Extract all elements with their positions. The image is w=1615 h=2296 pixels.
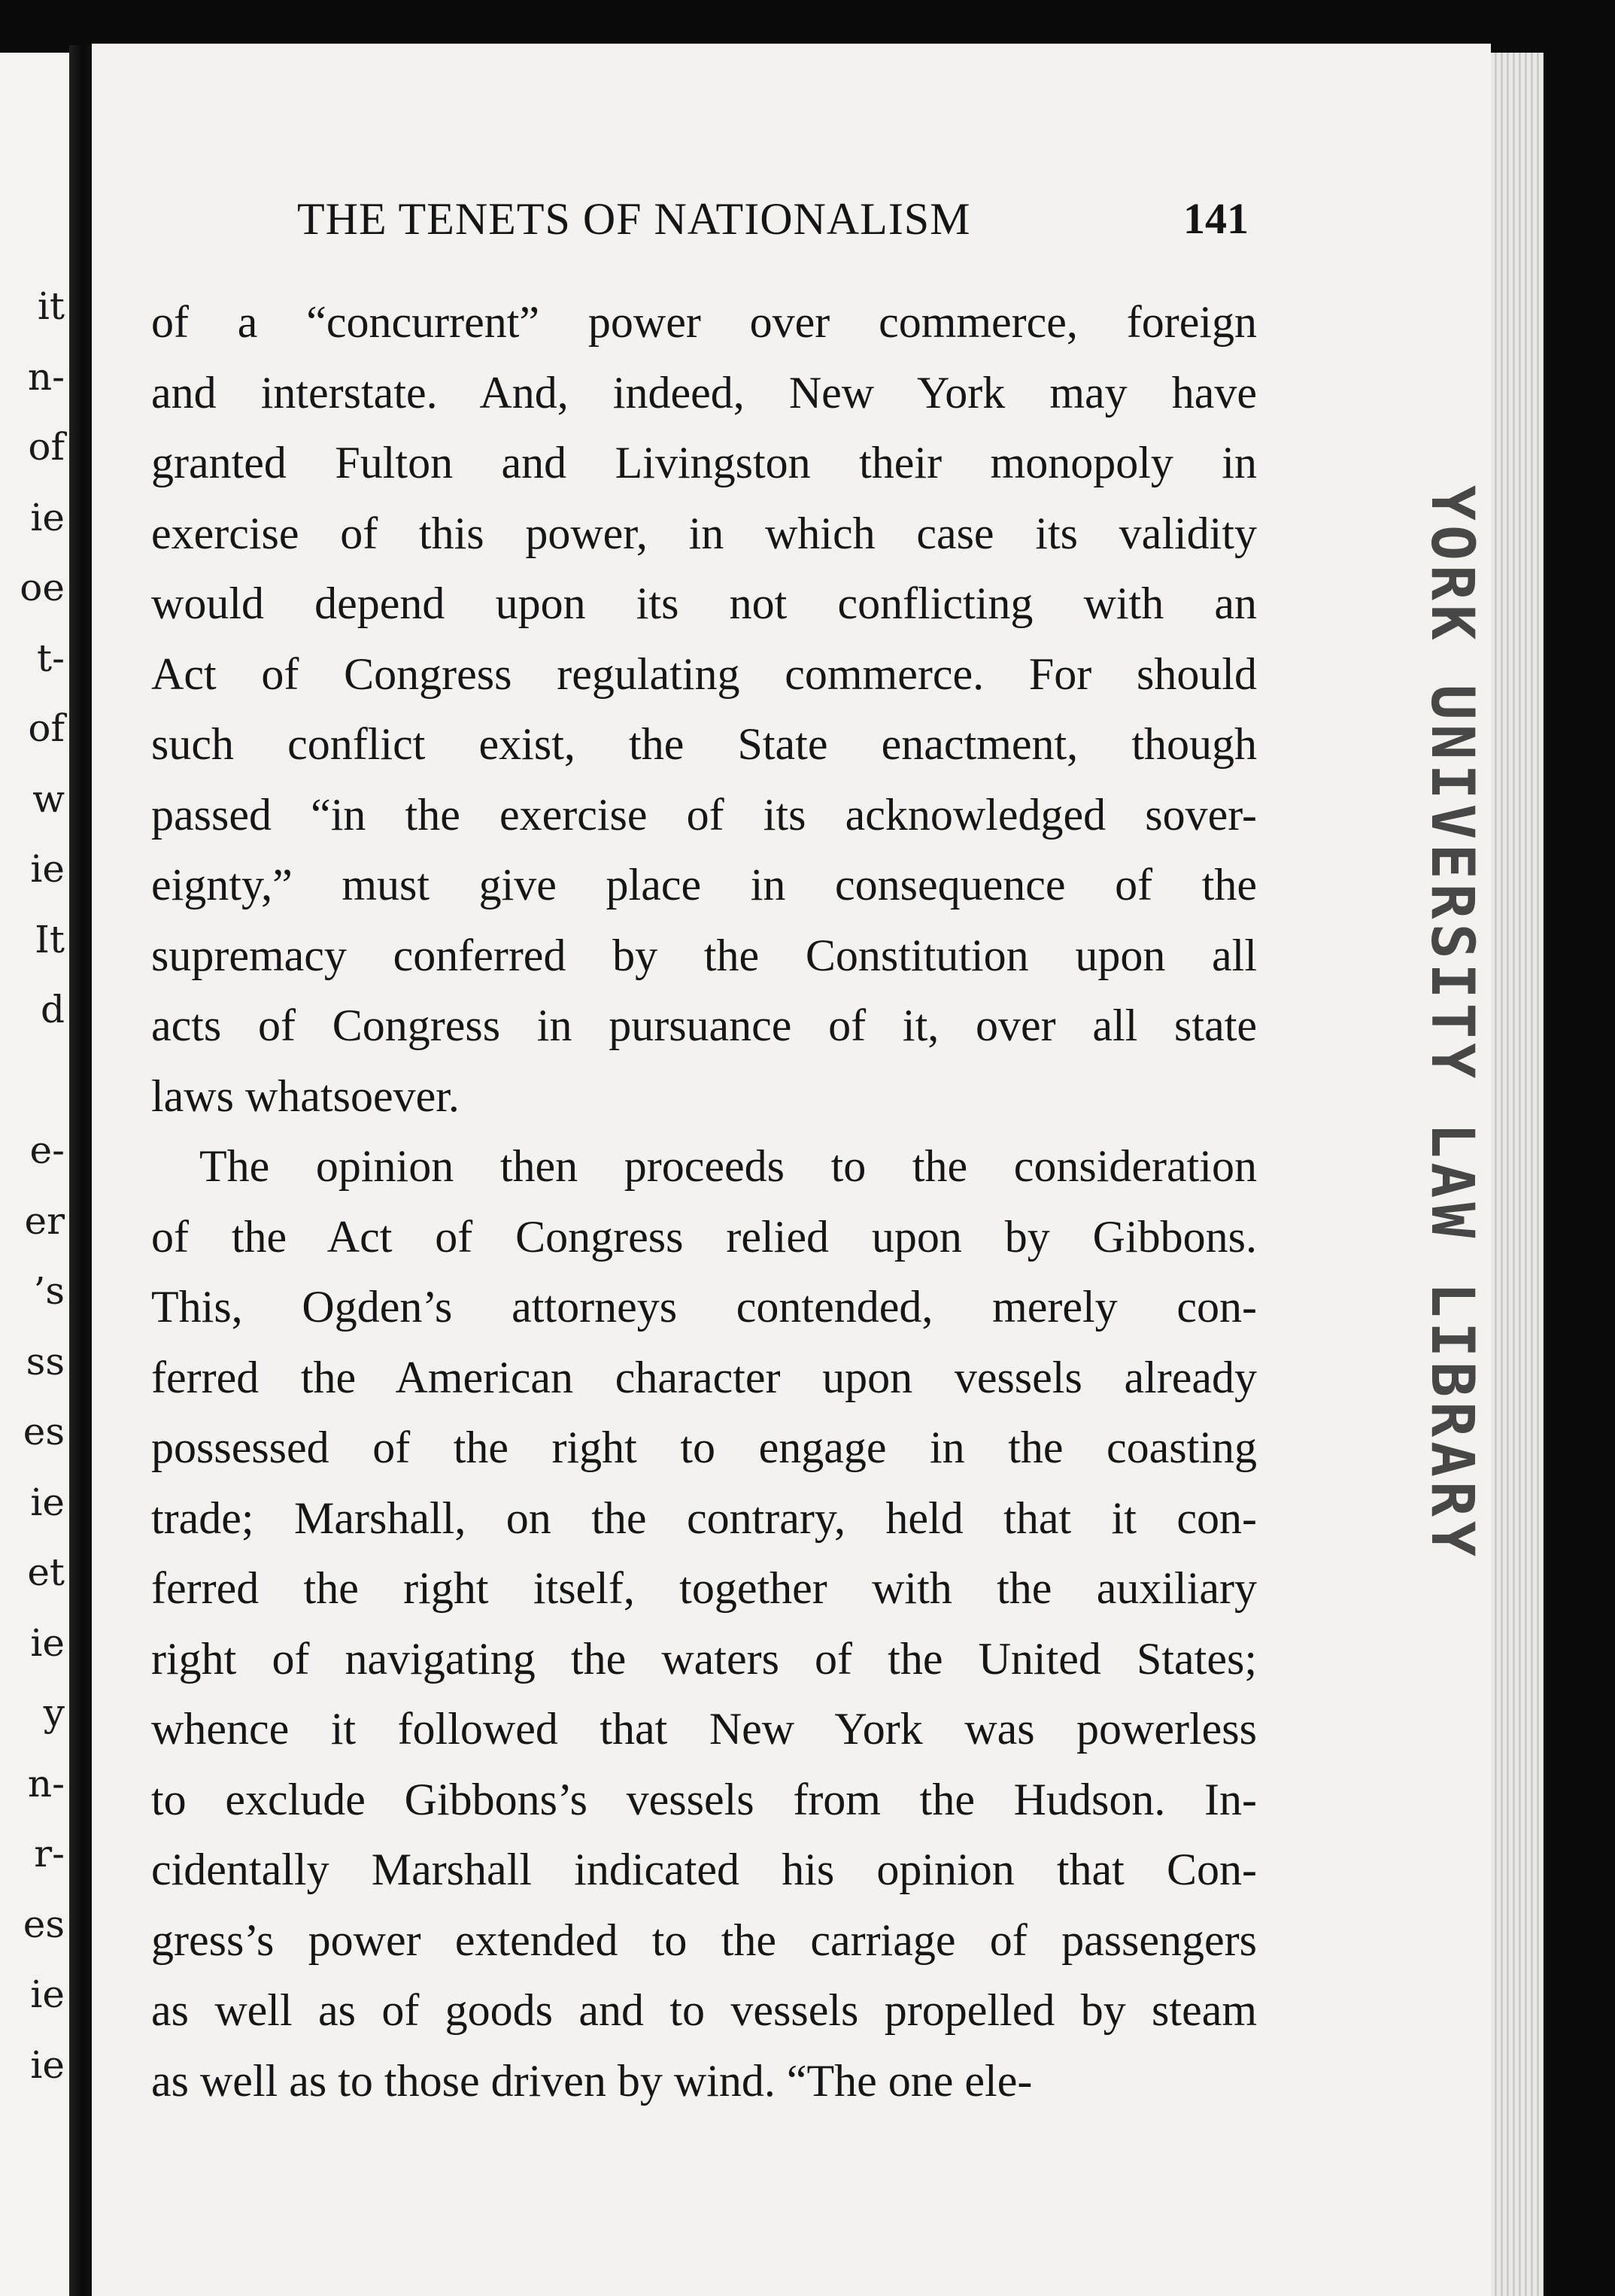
text-line: trade; Marshall, on the contrary, held that it con- [151, 1493, 1257, 1543]
text-line: whence it followed that New York was powerless [151, 1704, 1257, 1754]
text-line: of a “concurrent” power over commerce, foreign [151, 297, 1257, 347]
text-line: of the Act of Congress relied upon by Gibbons. [151, 1211, 1257, 1262]
previous-page-fragment: of [28, 425, 65, 469]
previous-page-fragment: n- [27, 1761, 65, 1806]
previous-page-fragment: it [37, 284, 65, 328]
previous-page-fragment: y [43, 1691, 65, 1735]
text-line: eignty,” must give place in consequence of the [151, 860, 1257, 910]
previous-page-fragment: er [24, 1198, 65, 1243]
previous-page-line-fragments [0, 53, 69, 2296]
text-line: to exclude Gibbons’s vessels from the Hudson. In- [151, 1774, 1257, 1824]
previous-page-fragment: of [28, 706, 65, 750]
page-number: 141 [1183, 194, 1249, 243]
text-line: as well as of goods and to vessels propelled by steam [151, 1985, 1257, 2035]
text-line: This, Ogden’s attorneys contended, merely con- [151, 1282, 1257, 1332]
text-line: laws whatsoever. [151, 1071, 460, 1121]
previous-page-edge [0, 53, 69, 2296]
text-line: acts of Congress in pursuance of it, over all state [151, 1001, 1257, 1050]
text-line: exercise of this power, in which case its validity [151, 508, 1257, 558]
previous-page-fragment: It [35, 917, 65, 961]
previous-page-fragment: ie [30, 1480, 65, 1524]
previous-page-fragment: et [27, 1550, 65, 1594]
page-edges [1491, 53, 1544, 2296]
text-line: supremacy conferred by the Constitution upon all [151, 930, 1257, 980]
previous-page-fragment: ’s [33, 1269, 65, 1313]
previous-page-fragment: w [32, 776, 65, 821]
text-line: cidentally Marshall indicated his opinion that Con- [151, 1845, 1257, 1894]
running-head [297, 193, 1249, 245]
text-line: granted Fulton and Livingston their monopoly in [151, 438, 1257, 487]
previous-page-fragment: e- [29, 1128, 65, 1172]
text-line: ferred the right itself, together with the auxiliary [151, 1563, 1257, 1613]
previous-page-fragment: t- [37, 636, 65, 680]
previous-page-fragment: ie [30, 1973, 65, 2016]
previous-page-fragment: r- [34, 1832, 65, 1875]
previous-page-fragment: ie [30, 495, 65, 539]
text-line: and interstate. And, indeed, New York may have [151, 367, 1257, 418]
text-line: ferred the American character upon vessels already [151, 1352, 1257, 1402]
text-line: such conflict exist, the State enactment, though [151, 719, 1257, 769]
body-text [151, 287, 1257, 2116]
text-line: possessed of the right to engage in the coasting [151, 1423, 1257, 1472]
edge-shadow [1544, 53, 1615, 2296]
text-line: passed “in the exercise of its acknowledged sover- [151, 789, 1257, 840]
text-line: The opinion then proceeds to the consideration [199, 1141, 1257, 1191]
previous-page-fragment: n- [27, 354, 65, 399]
library-stamp-text: YORK UNIVERSITY LAW LIBRARY [1418, 485, 1486, 1561]
text-line: Act of Congress regulating commerce. For should [151, 648, 1257, 699]
previous-page-fragment: es [23, 1410, 65, 1453]
previous-page-fragment: ie [30, 2042, 65, 2087]
previous-page-fragment: d [40, 988, 65, 1031]
text-line: gress’s power extended to the carriage of passengers [151, 1915, 1257, 1965]
text-line: would depend upon its not conflicting with an [151, 579, 1257, 628]
previous-page-fragment: ie [30, 847, 65, 891]
previous-page-fragment: es [23, 1902, 65, 1946]
previous-page-fragment: ie [30, 1620, 65, 1665]
previous-page-fragment: ss [26, 1339, 65, 1383]
running-head-title: THE TENETS OF NATIONALISM [297, 194, 971, 244]
text-line: as well as to those driven by wind. “The one ele- [151, 2055, 1033, 2106]
library-stamp [1418, 485, 1486, 1561]
book-gutter [69, 45, 92, 2296]
previous-page-fragment: oe [20, 566, 65, 609]
text-line: right of navigating the waters of the United States; [151, 1633, 1257, 1684]
